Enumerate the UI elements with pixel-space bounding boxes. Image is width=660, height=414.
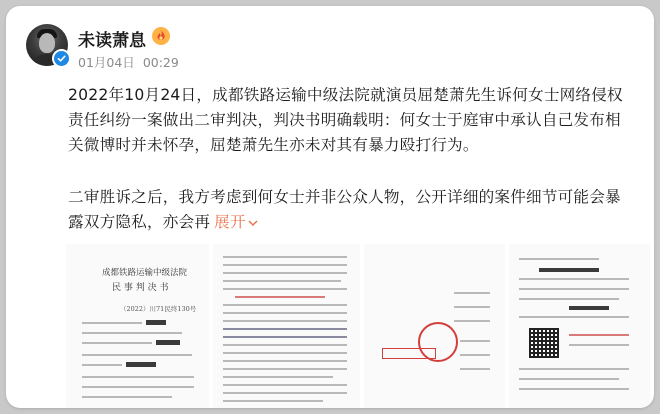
post-image-3[interactable] — [364, 244, 505, 408]
post-paragraph-1: 2022年10月24日，成都铁路运输中级法院就演员屈楚萧先生诉何女士网络侵权责任纠纷一案做出二审判决，判决书明确载明：何女士于庭审中承认自己发布相关微博时并未怀孕，屈楚萧先生亦未对其有暴力殴打行为。 — [68, 86, 623, 154]
doc-stamp — [382, 348, 436, 359]
post-image-1[interactable] — [66, 244, 209, 408]
post-time: 00:29 — [142, 55, 179, 70]
post-meta — [78, 53, 179, 71]
chevron-down-icon — [248, 210, 258, 235]
weibo-post-card — [6, 6, 654, 408]
verified-check-icon — [52, 49, 71, 68]
post-paragraph-2-text: 二审胜诉之后，我方考虑到何女士并非公众人物，公开详细的案件细节可能会暴露双方隐私，亦会再 — [68, 188, 621, 231]
qr-code — [529, 328, 559, 358]
expand-button[interactable] — [214, 213, 258, 231]
post-image-4[interactable] — [509, 244, 650, 408]
avatar[interactable] — [26, 24, 68, 66]
doc-type: 民 事 判 决 书 — [112, 283, 169, 293]
doc-case-number: （2022）川71民终130号 — [120, 305, 197, 313]
doc-court-name: 成都铁路运输中级法院 — [102, 268, 188, 278]
username[interactable]: 未读萧息 — [78, 31, 146, 51]
post-image-2[interactable] — [213, 244, 360, 408]
fire-badge-icon[interactable] — [151, 26, 171, 46]
expand-label: 展开 — [214, 213, 246, 231]
post-paragraph-2 — [68, 185, 636, 235]
post-date[interactable]: 01月04日 — [78, 55, 135, 70]
